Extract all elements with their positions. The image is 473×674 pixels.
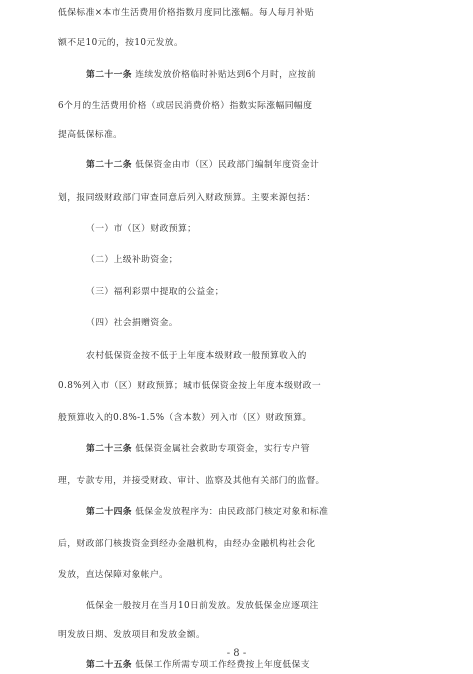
article-23: 第二十三条 低保资金属社会救助专项资金，实行专户管 — [86, 444, 310, 454]
article-heading: 第二十二条 — [86, 160, 132, 170]
text-line: 提高低保标准。 — [58, 130, 123, 140]
text-line: 低保金一般按月在当月10日前发放。发放低保金应逐项注 — [86, 601, 319, 611]
article-21: 第二十一条 连续发放价格临时补贴达到6个月时，应按前 — [86, 70, 316, 80]
article-22: 第二十二条 低保资金由市（区）民政部门编制年度资金计 — [86, 160, 320, 170]
text-line: 划，报同级财政部门审查同意后列入财政预算。主要来源包括： — [58, 193, 316, 203]
list-item: （一）市（区）财政预算； — [86, 224, 197, 234]
article-25: 第二十五条 低保工作所需专项工作经费按上年度低保支 — [86, 660, 310, 670]
list-item: （四）社会捐赠资金。 — [86, 318, 178, 328]
text-line: 0.8%列入市（区）财政预算；城市低保资金按上年度本级财政一 — [58, 381, 322, 391]
article-heading: 第二十五条 — [86, 660, 132, 670]
text-line: 般预算收入的0.8%-1.5%（含本数）列入市（区）财政预算。 — [58, 413, 312, 423]
text-line: 明发放日期、发放项目和发放金额。 — [58, 630, 206, 640]
article-heading: 第二十四条 — [86, 507, 132, 517]
list-item: （三）福利彩票中提取的公益金； — [86, 287, 224, 297]
text-line: 后，财政部门核拨资金到经办金融机构，由经办金融机构社会化 — [58, 539, 316, 549]
article-24: 第二十四条 低保金发放程序为：由民政部门核定对象和标准 — [86, 507, 329, 517]
page-number: - 8 - — [226, 648, 247, 659]
text-line: 额不足10元的，按10元发放。 — [58, 38, 184, 48]
article-heading: 第二十一条 — [86, 70, 132, 80]
article-heading: 第二十三条 — [86, 444, 132, 454]
text-line: 发放，直达保障对象帐户。 — [58, 570, 169, 580]
text-line: 低保标准×本市生活费用价格指数月度同比涨幅。每人每月补贴 — [58, 8, 315, 18]
list-item: （二）上级补助资金； — [86, 255, 178, 265]
text-line: 6个月的生活费用价格（或居民消费价格）指数实际涨幅同幅度 — [58, 101, 313, 111]
text-line: 理，专款专用，并接受财政、审计、监察及其他有关部门的监督。 — [58, 476, 325, 486]
text-line: 农村低保资金按不低于上年度本级财政一般预算收入的 — [86, 351, 307, 361]
